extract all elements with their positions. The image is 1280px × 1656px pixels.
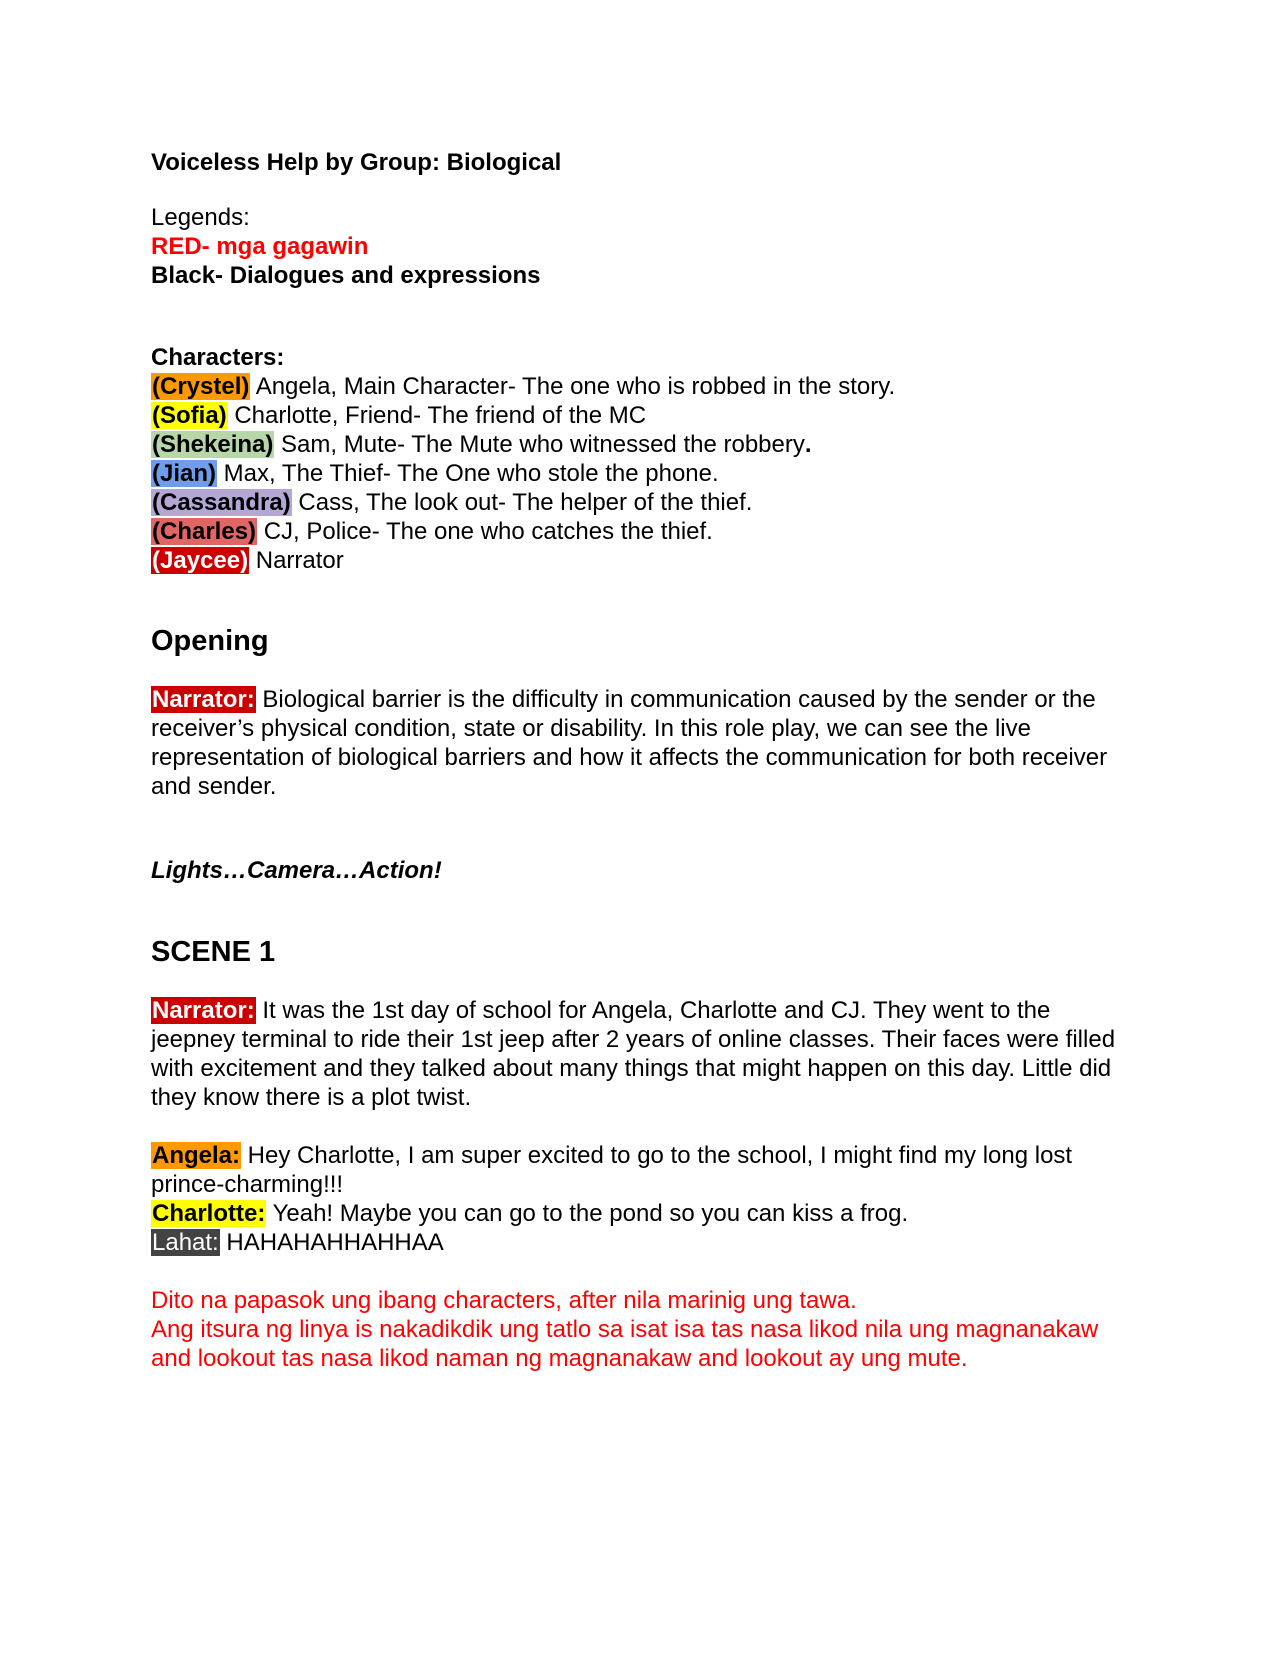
document-title: Voiceless Help by Group: Biological [151, 149, 562, 176]
role-tail: . [804, 431, 812, 458]
character-line [151, 488, 1131, 517]
stage-direction: Ang itsura ng linya is nakadikdik ung tatlo sa isat isa tas nasa likod nila ung magnanakaw and lookout tas nasa likod naman ng magnanakaw and lookout ay ung mute. [151, 1316, 1099, 1372]
speaker-label: Narrator: [152, 686, 255, 713]
role-text: Angela, Main Character- The one who is robbed in the story. [250, 373, 896, 400]
opening-narration [151, 685, 1131, 801]
opening-heading: Opening [151, 625, 269, 657]
legend-black: Black- Dialogues and expressions [151, 262, 541, 289]
character-line [151, 430, 1131, 459]
actor-label: (Sofia) [152, 402, 227, 429]
speaker-label: Angela: [152, 1142, 241, 1169]
dialogue-line [151, 1199, 1131, 1228]
stage-direction: Dito na papasok ung ibang characters, after nila marinig ung tawa. [151, 1287, 857, 1314]
role-text: Narrator [249, 547, 344, 574]
speaker-label: Charlotte: [152, 1200, 266, 1227]
document-page [151, 148, 1131, 1373]
action-cue: Lights…Camera…Action! [151, 857, 442, 884]
role-text: Charlotte, Friend- The friend of the MC [227, 402, 647, 429]
character-line [151, 517, 1131, 546]
dialogue-line [151, 1141, 1131, 1199]
character-line [151, 459, 1131, 488]
actor-label: (Shekeina) [152, 431, 274, 458]
dialogue-line [151, 1228, 1131, 1257]
dialogue-text: HAHAHAHHAHHAA [219, 1229, 444, 1256]
scene-heading: SCENE 1 [151, 936, 276, 968]
actor-label: (Jian) [152, 460, 217, 487]
narration-text: It was the 1st day of school for Angela, Charlotte and CJ. They went to the jeepney terminal to ride their 1st jeep after 2 years of online classes. Their faces were filled with excitement and they talked about many things that might happen on this day. Little did they know there is a plot twist. [151, 997, 1116, 1111]
role-text: CJ, Police- The one who catches the thief. [257, 518, 713, 545]
actor-label: (Crystel) [152, 373, 250, 400]
character-line [151, 546, 1131, 575]
actor-label: (Jaycee) [152, 547, 249, 574]
characters-heading: Characters: [151, 344, 285, 371]
speaker-label: Lahat: [152, 1229, 219, 1256]
speaker-label: Narrator: [152, 997, 255, 1024]
role-text: Max, The Thief- The One who stole the phone. [217, 460, 719, 487]
actor-label: (Cassandra) [152, 489, 291, 516]
role-text: Cass, The look out- The helper of the thief. [291, 489, 753, 516]
dialogue-text: Hey Charlotte, I am super excited to go to the school, I might find my long lost prince-charming!!! [151, 1142, 1073, 1198]
narration-text: Biological barrier is the difficulty in communication caused by the sender or the receiver’s physical condition, state or disability. In this role play, we can see the live representation of biological barriers and how it affects the communication for both receiver and sender. [151, 686, 1108, 800]
actor-label: (Charles) [152, 518, 257, 545]
dialogue-text: Yeah! Maybe you can go to the pond so you can kiss a frog. [266, 1200, 909, 1227]
legend-red: RED- mga gagawin [151, 233, 369, 260]
scene-narration [151, 996, 1131, 1112]
character-line [151, 372, 1131, 401]
role-text: Sam, Mute- The Mute who witnessed the robbery [274, 431, 805, 458]
legends-label: Legends: [151, 204, 250, 231]
character-line [151, 401, 1131, 430]
